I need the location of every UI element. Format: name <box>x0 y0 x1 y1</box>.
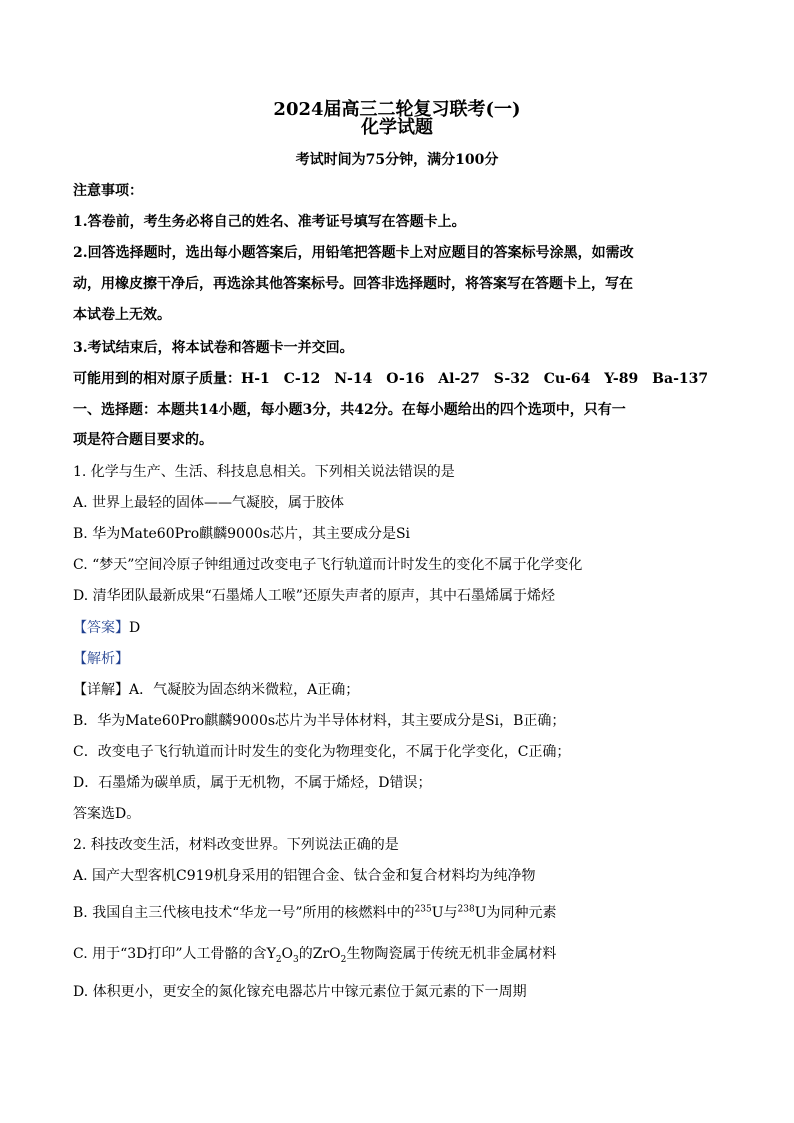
q2-option-b: B. 我国自主三代核电技术“华龙一号”所用的核燃料中的$^{235}$U与$^{238}$U为同种元素 <box>73 904 557 921</box>
exam-info: 考试时间为75分钟，满分100分 <box>295 152 499 168</box>
isotope-mass-235: 235 <box>414 904 432 915</box>
notice-item-2-cont: 动，用橡皮擦干净后，再选涂其他答案标号。回答非选择题时，将答案写在答题卡上，写在 <box>73 276 633 292</box>
notice-heading: 注意事项： <box>73 183 143 199</box>
formula-y2o3: $Y_2O_3$ <box>266 946 299 965</box>
section-heading: 一、选择题：本题共14小题，每小题3分，共42分。在每小题给出的四个选项中，只有一 <box>73 402 626 418</box>
analysis-label: 【解析】 <box>73 651 129 667</box>
q2-option-a: A. 国产大型客机C919机身采用的铝锂合金、钛合金和复合材料均为纯净物 <box>73 868 536 884</box>
q1-detail-a: 【详解】A．气凝胶为固态纳米微粒，A正确； <box>73 682 360 698</box>
q2-option-c: C. 用于“3D打印”人工骨骼的含$Y_2O_3$的ZrO$_2$生物陶瓷属于传统无机非金属材料 <box>73 946 557 965</box>
q1-option-b: B. 华为Mate60Pro麒麟9000s芯片，其主要成分是Si <box>73 526 411 542</box>
q2-option-d: D. 体积更小，更安全的氮化镓充电器芯片中镓元素位于氮元素的下一周期 <box>73 984 527 1000</box>
q1-conclusion: 答案选D。 <box>73 806 141 822</box>
answer-label: 【答案】 <box>73 620 129 636</box>
subject-title: 化学试题 <box>361 117 433 138</box>
q2-stem: 2. 科技改变生活，材料改变世界。下列说法正确的是 <box>73 837 399 853</box>
isotope-mass-238: 238 <box>457 904 475 915</box>
q1-answer <box>73 618 140 638</box>
q1-detail-b: B．华为Mate60Pro麒麟9000s芯片为半导体材料，其主要成分是Si，B正确； <box>73 713 566 729</box>
atomic-mass-line: 可能用到的相对原子质量：H-1 C-12 N-14 O-16 Al-27 S-32 Cu-64 Y-89 Ba-137 <box>73 371 709 387</box>
q1-detail-c: C．改变电子飞行轨道而计时发生的变化为物理变化，不属于化学变化，C正确； <box>73 744 571 760</box>
q1-option-a: A. 世界上最轻的固体——气凝胶，属于胶体 <box>73 495 345 511</box>
section-heading-cont: 项是符合题目要求的。 <box>73 432 213 448</box>
detail-label: 【详解】 <box>73 682 129 698</box>
q1-detail-d: D．石墨烯为碳单质，属于无机物，不属于烯烃，D错误； <box>73 775 432 791</box>
answer-value: D <box>129 620 141 636</box>
formula-zro2: ZrO$_2$ <box>312 946 347 965</box>
main-title: 2024届高三二轮复习联考(一) <box>273 99 521 120</box>
q1-stem: 1. 化学与生产、生活、科技息息相关。下列相关说法错误的是 <box>73 464 455 480</box>
q1-option-d: D. 清华团队最新成果“石墨烯人工喉”还原失声者的原声，其中石墨烯属于烯烃 <box>73 588 555 604</box>
notice-item-2: 2.回答选择题时，选出每小题答案后，用铅笔把答题卡上对应题目的答案标号涂黑，如需改 <box>73 245 634 261</box>
notice-item-2-end: 本试卷上无效。 <box>73 307 171 323</box>
notice-item-3: 3.考试结束后，将本试卷和答题卡一并交回。 <box>73 340 354 356</box>
notice-item-1: 1.答卷前，考生务必将自己的姓名、准考证号填写在答题卡上。 <box>73 214 466 230</box>
q1-option-c: C. “梦天”空间冷原子钟组通过改变电子飞行轨道而计时发生的变化不属于化学变化 <box>73 557 583 573</box>
